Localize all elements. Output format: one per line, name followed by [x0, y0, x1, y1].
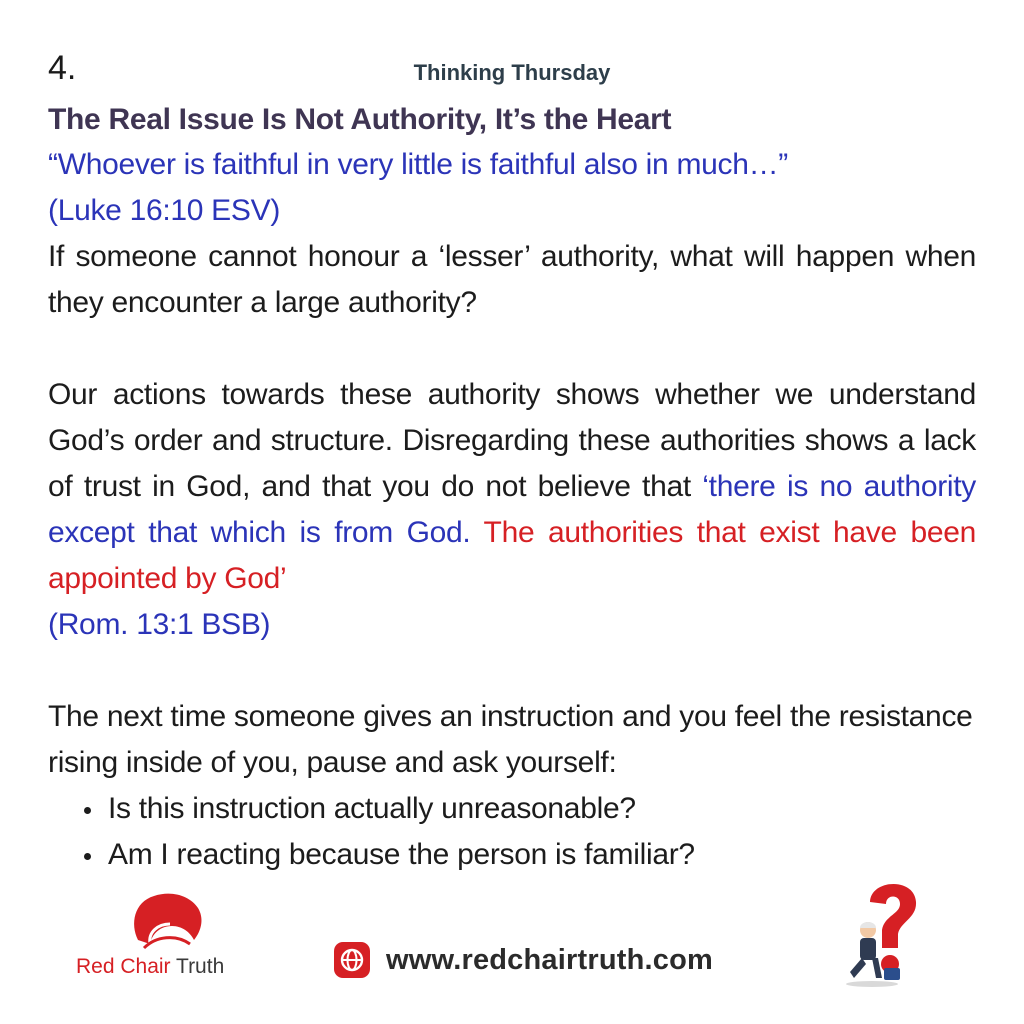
red-chair-logo-icon [124, 888, 216, 952]
quote-reference: (Luke 16:10 ESV) [48, 194, 281, 227]
website-link[interactable] [334, 940, 713, 980]
brand-name-red: Red Chair [76, 955, 171, 978]
brand-name [76, 954, 266, 980]
list-item: Is this instruction actually unreasonable? [80, 786, 976, 832]
globe-icon [334, 942, 370, 978]
series-title: Thinking Thursday [413, 60, 611, 85]
brand-name-dark: Truth [176, 955, 225, 978]
paragraph-three: The next time someone gives an instruction and you feel the resistance rising inside of you, pause and ask yourself: [48, 700, 973, 779]
brand-logo [76, 888, 266, 988]
scripture-inline-reference: (Rom. 13:1 BSB) [48, 608, 271, 641]
paragraph-one: If someone cannot honour a ‘lesser’ authority, what will happen when they encounter a large authority? [48, 240, 976, 319]
scripture-quote [48, 142, 976, 234]
question-mark-person-icon [842, 872, 938, 988]
main-content [48, 98, 976, 878]
quote-text: “Whoever is faithful in very little is faithful also in much…” [48, 148, 788, 181]
paragraph-two-lead: Our actions towards these authority shows whether we understand God’s order and structure. Disregarding these authorities shows a lack of trust in God, and that you do not believe that [48, 378, 976, 503]
scripture-inline-red: The authorities that exist have been appointed by God’ [48, 516, 976, 595]
website-url[interactable]: www.redchairtruth.com [386, 943, 714, 976]
scripture-inline-blue: ‘there is no authority except that which is from God. [48, 470, 976, 549]
paragraph-two [48, 372, 976, 648]
page-number: 4. [48, 49, 77, 87]
list-item: Am I reacting because the person is familiar? [80, 832, 976, 878]
article-heading: The Real Issue Is Not Authority, It’s the Heart [48, 103, 672, 136]
question-list [48, 786, 976, 878]
